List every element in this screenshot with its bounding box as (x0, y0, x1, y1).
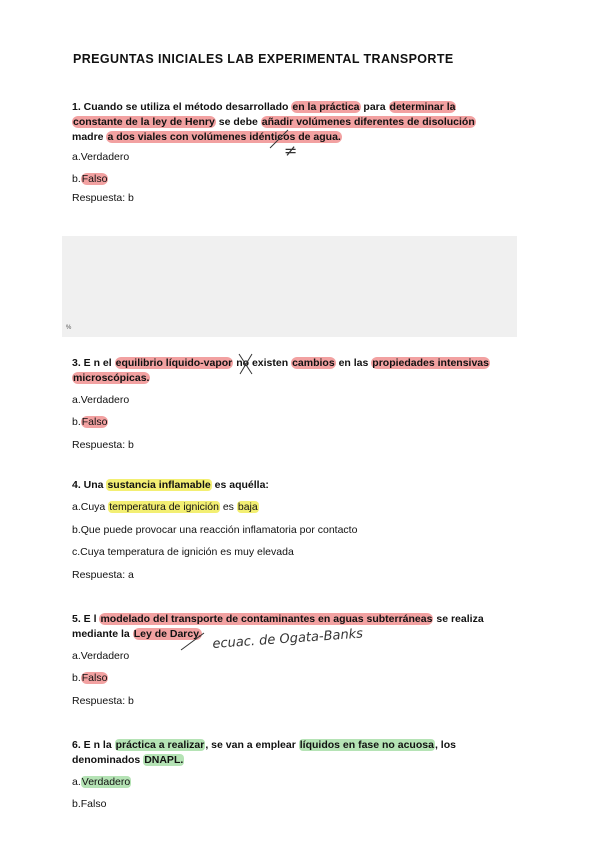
question-1-line-1: 1. Cuando se utiliza el método desarrollado en la práctica para determinar la (72, 101, 456, 113)
question-5-line-1: 5. E l modelado del transporte de contaminantes en aguas subterráneas se realiza (72, 613, 484, 625)
question-3-line-2: microscópicas. (73, 372, 150, 384)
q1-option-b: b.Falso (72, 173, 108, 185)
question-6 (72, 738, 512, 768)
q6-option-a: a.Verdadero (72, 776, 131, 788)
q6-option-b: b.Falso (72, 798, 107, 810)
handwritten-annotation: ecuac. de Ogata-Banks (212, 626, 364, 652)
question-4-line-1: 4. Una sustancia inflamable es aquélla: (72, 479, 269, 491)
question-5-line-2: mediante la Ley de Darcy. (72, 628, 202, 640)
q5-answer: Respuesta: b (72, 695, 134, 707)
question-1-line-3: madre a dos viales con volúmenes idénticos de agua. (72, 131, 341, 143)
q1-option-a: a.Verdadero (72, 151, 130, 163)
q1-answer: Respuesta: b (72, 192, 134, 204)
q4-option-c: c.Cuya temperatura de ignición es muy elevada (72, 546, 294, 558)
page-title: PREGUNTAS INICIALES LAB EXPERIMENTAL TRANSPORTE (73, 52, 454, 66)
q5-option-b: b.Falso (72, 672, 108, 684)
question-1-line-2: constante de la ley de Henry se debe añadir volúmenes diferentes de disolución (73, 116, 475, 128)
question-6-line-1: 6. E n la práctica a realizar, se van a emplear líquidos en fase no acuosa, los (72, 739, 456, 751)
blank-area (62, 236, 517, 337)
question-6-line-2: denominados DNAPL. (72, 754, 184, 766)
handwritten-not-equal: ≠ (284, 141, 298, 160)
blank-area-note: % (66, 325, 72, 331)
question-3-line-1: 3. E n el equilibrio líquido-vapor no existen cambios en las propiedades intensivas (72, 357, 489, 369)
q4-answer: Respuesta: a (72, 569, 134, 581)
handwritten-cross-mark (236, 352, 256, 376)
q4-option-a: a.Cuya temperatura de ignición es baja (72, 501, 258, 513)
q3-answer: Respuesta: b (72, 439, 134, 451)
q5-option-a: a.Verdadero (72, 650, 130, 662)
question-4 (72, 478, 512, 493)
q4-option-b: b.Que puede provocar una reacción inflamatoria por contacto (72, 524, 358, 536)
handwritten-arrow-mark (178, 630, 208, 652)
question-3 (72, 356, 512, 386)
q3-option-b: b.Falso (72, 416, 108, 428)
q3-option-a: a.Verdadero (72, 394, 130, 406)
